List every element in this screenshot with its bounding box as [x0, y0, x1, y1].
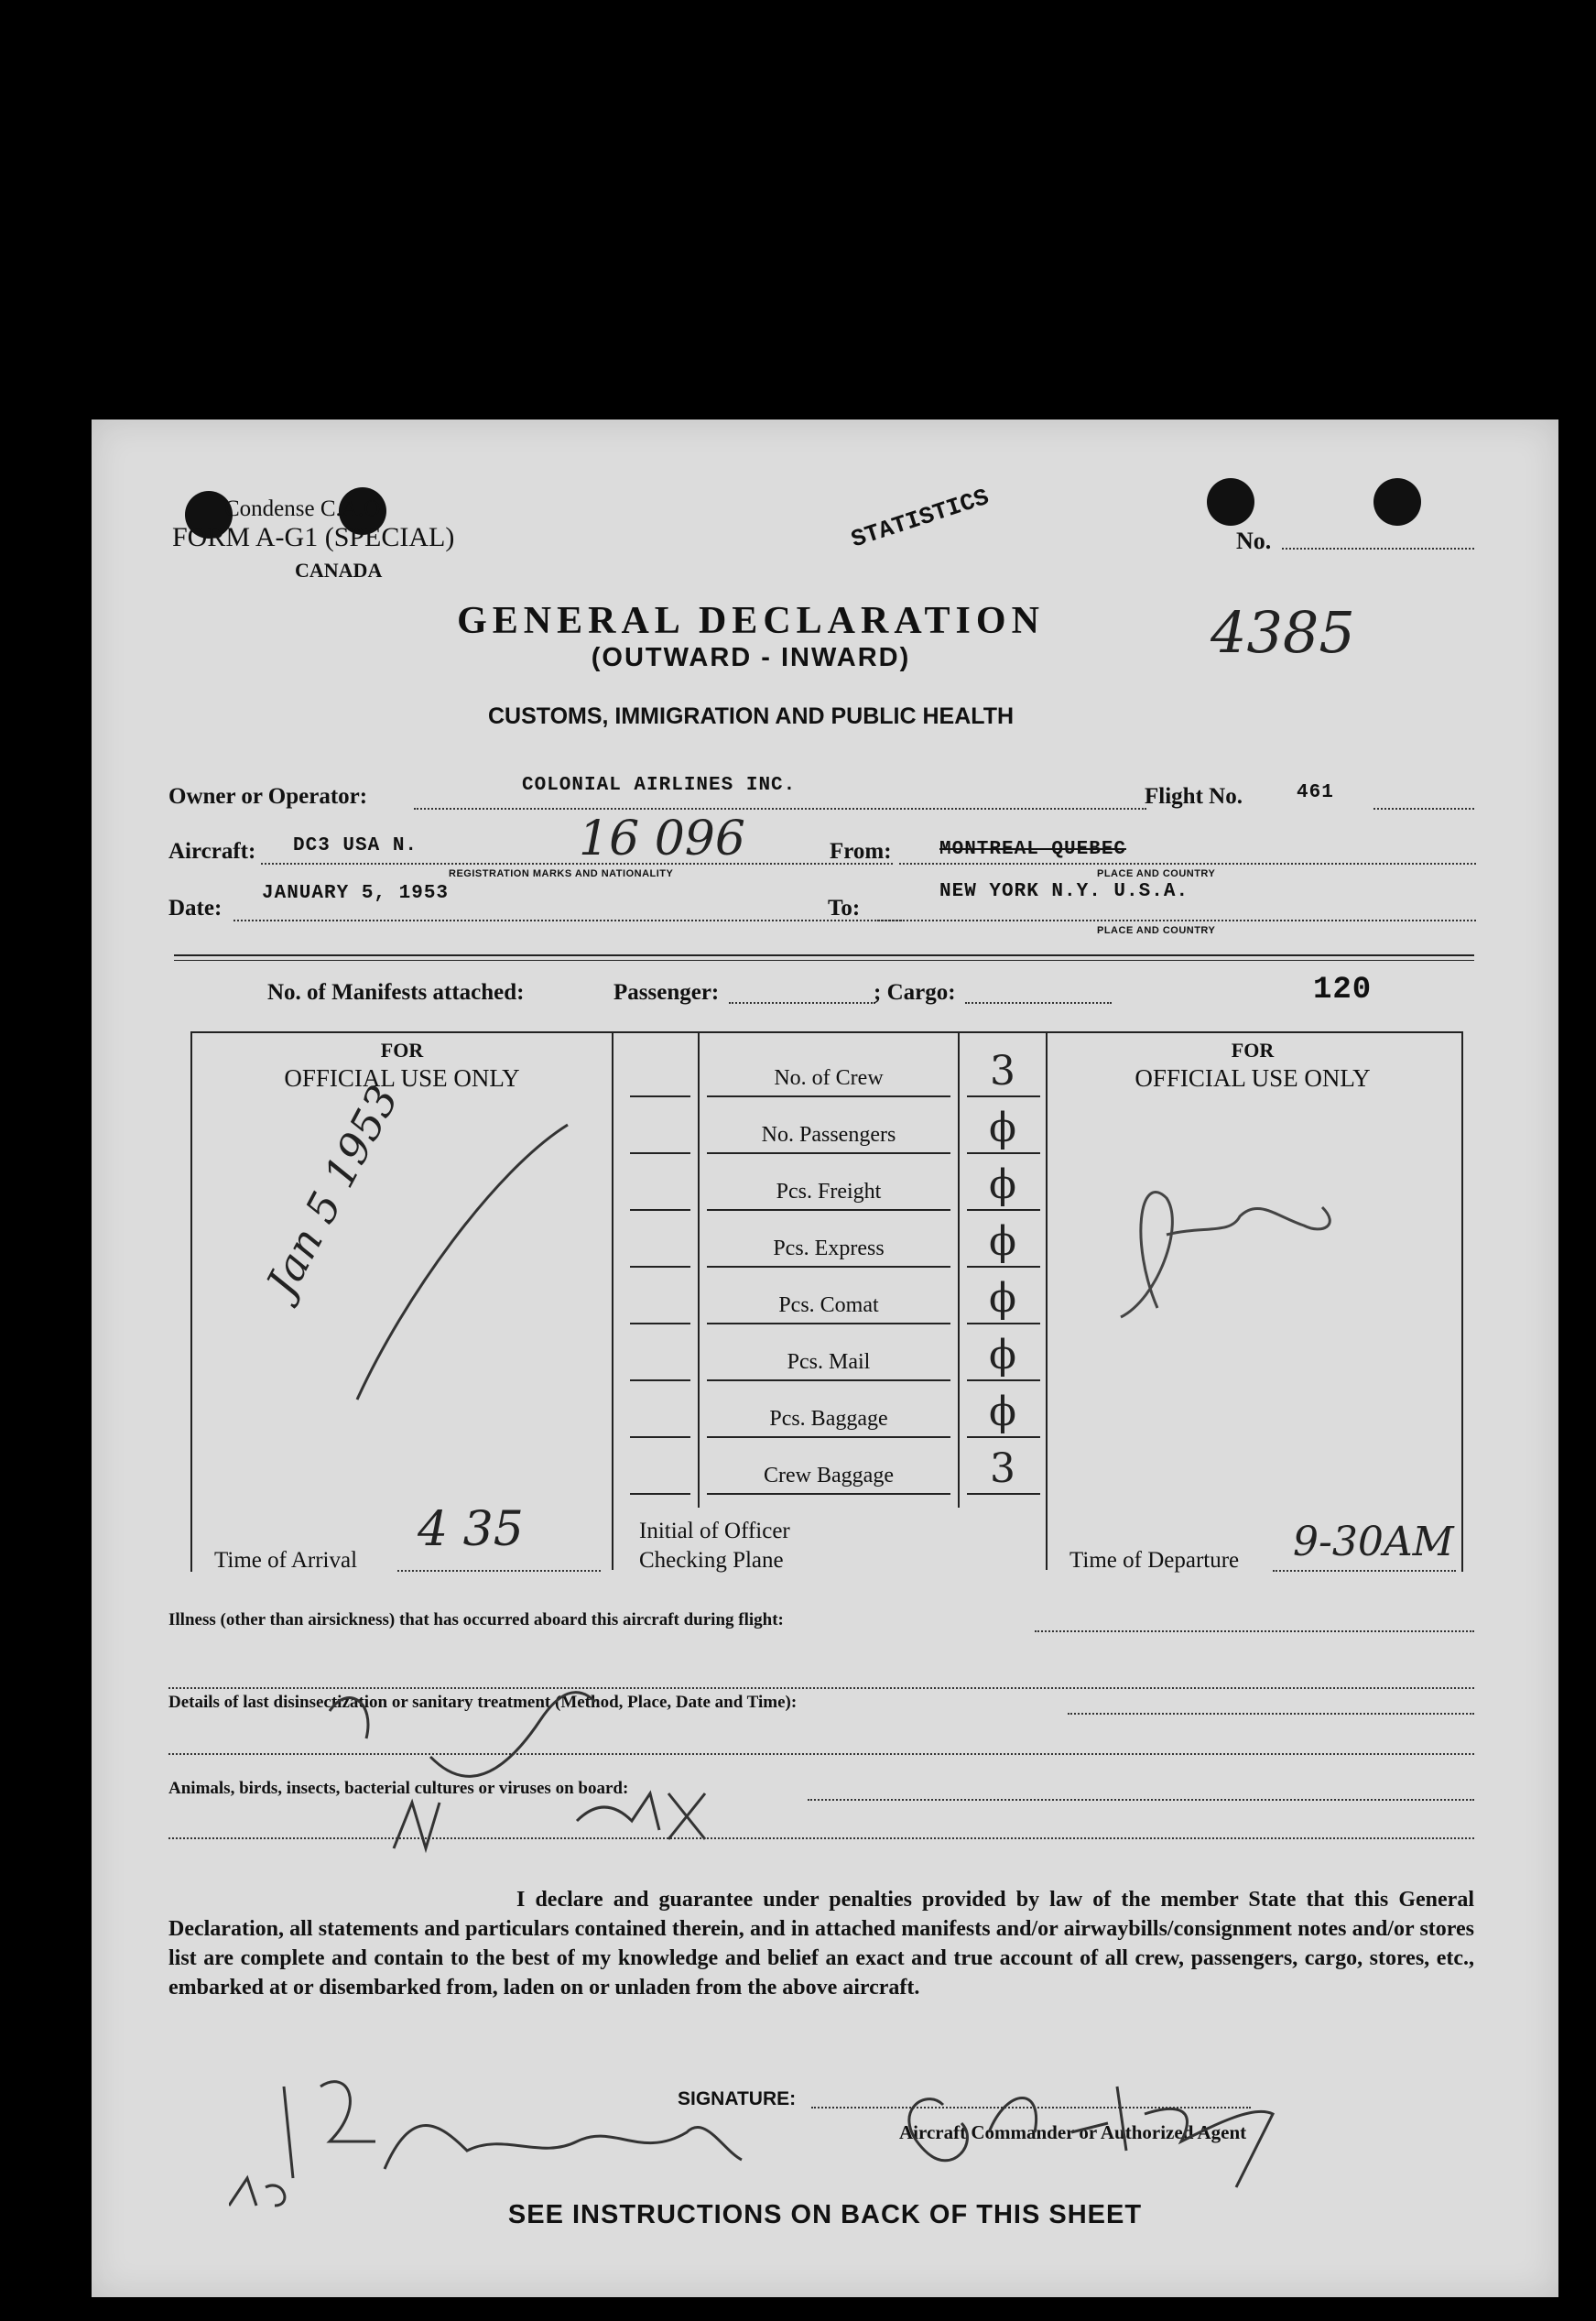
- form-country: CANADA: [295, 559, 383, 582]
- official-scribble: [1048, 1097, 1458, 1509]
- to-line: [874, 920, 1476, 921]
- rule: [174, 954, 1474, 956]
- punch-hole: [1373, 478, 1421, 526]
- cargo-line: [965, 1002, 1112, 1004]
- grid-divider: [612, 1031, 613, 1570]
- row-line: [707, 1379, 950, 1381]
- footer-instructions: SEE INSTRUCTIONS ON BACK OF THIS SHEET: [507, 2200, 1143, 2229]
- place-caption-2: PLACE AND COUNTRY: [1097, 925, 1216, 936]
- date-value: JANUARY 5, 1953: [262, 883, 450, 904]
- cargo-label: ; Cargo:: [874, 980, 956, 1005]
- grid-divider: [958, 1031, 960, 1508]
- aircraft-line: [261, 863, 893, 865]
- row-value-crew: 3: [990, 1048, 1015, 1095]
- form-line-2: FORM A-G1 (SPECIAL): [172, 522, 455, 552]
- no-dotted-line: [1282, 548, 1474, 550]
- right-official-header-1: FOR: [1231, 1039, 1275, 1062]
- time-departure-label: Time of Departure: [1069, 1548, 1240, 1573]
- from-label: From:: [830, 839, 892, 864]
- aircraft-value: DC3 USA N.: [293, 835, 418, 856]
- row-line: [630, 1209, 690, 1211]
- row-line: [630, 1152, 690, 1154]
- initial-officer-label-2: Checking Plane: [639, 1548, 784, 1573]
- row-label-crew-baggage: Crew Baggage: [764, 1464, 894, 1487]
- owner-value: COLONIAL AIRLINES INC.: [522, 775, 797, 796]
- handwritten-arrival-date: Jan 5 1953: [256, 1077, 408, 1304]
- date-line: [233, 920, 902, 921]
- signature-caption: Aircraft Commander or Authorized Agent: [899, 2121, 1247, 2143]
- row-value-crew-baggage: 3: [990, 1445, 1015, 1492]
- form-line-1: Condense C.A.O.: [224, 496, 386, 521]
- disinsect-question: Details of last disinsectization or sanitary treatment (Method, Place, Date and Time):: [168, 1693, 798, 1712]
- row-line: [630, 1095, 690, 1097]
- row-label-passengers: No. Passengers: [761, 1123, 896, 1147]
- row-line: [707, 1152, 950, 1154]
- row-label-baggage: Pcs. Baggage: [769, 1407, 888, 1431]
- right-official-header-2: OFFICIAL USE ONLY: [1135, 1064, 1371, 1092]
- form-subtitle: (OUTWARD - INWARD): [591, 643, 911, 672]
- handwritten-scribble: [192, 1097, 612, 1574]
- row-line: [967, 1209, 1040, 1211]
- row-label-crew: No. of Crew: [774, 1066, 884, 1090]
- row-line: [967, 1493, 1040, 1495]
- statistics-stamp: STATISTICS: [848, 483, 993, 554]
- nil-marks: [320, 1665, 742, 1903]
- owner-line: [414, 808, 1146, 810]
- punch-hole: [1207, 478, 1254, 526]
- row-line: [630, 1323, 690, 1324]
- aircraft-label: Aircraft:: [168, 839, 256, 864]
- row-line: [967, 1266, 1040, 1268]
- row-line: [630, 1493, 690, 1495]
- time-departure-value: 9-30AM: [1293, 1519, 1454, 1565]
- declaration-text: I declare and guarantee under penalties provided by law of the member State that this General Declaration, all statements and particulars contained therein, and in attached manifests and/or airwaybills/consignment notes and/or stores list are complete and contain to the best of my knowledge and belief an exact and true account of all crew, passengers, cargo, stores, etc., embarked at or disembarked from, laden on or unladen from the above aircraft.: [168, 1888, 1474, 2000]
- from-value: MONTREAL QUEBEC: [939, 839, 1127, 860]
- aircraft-handwritten: 16 096: [579, 812, 745, 866]
- row-line: [967, 1436, 1040, 1438]
- from-line: [899, 863, 1476, 865]
- registration-caption: REGISTRATION MARKS AND NATIONALITY: [449, 868, 674, 879]
- time-arrival-value: 4 35: [418, 1502, 524, 1557]
- animals-line: [808, 1799, 1474, 1801]
- place-caption-1: PLACE AND COUNTRY: [1097, 868, 1216, 879]
- to-label: To:: [828, 896, 861, 921]
- row-value-baggage: ϕ: [989, 1389, 1016, 1435]
- left-official-header-2: OFFICIAL USE ONLY: [284, 1064, 520, 1092]
- row-label-mail: Pcs. Mail: [787, 1350, 871, 1374]
- handwritten-number: 4385: [1211, 599, 1355, 666]
- time-arrival-label: Time of Arrival: [214, 1548, 358, 1573]
- signature-label: SIGNATURE:: [678, 2088, 797, 2109]
- illness-question: Illness (other than airsickness) that has occurred aboard this aircraft during flight:: [168, 1610, 784, 1629]
- row-label-express: Pcs. Express: [773, 1237, 885, 1260]
- row-label-freight: Pcs. Freight: [776, 1180, 882, 1204]
- passenger-line: [729, 1002, 875, 1004]
- rule: [174, 960, 1474, 961]
- row-line: [967, 1379, 1040, 1381]
- row-label-comat: Pcs. Comat: [778, 1293, 879, 1317]
- time-arrival-line: [397, 1570, 601, 1572]
- row-value-comat: ϕ: [989, 1275, 1016, 1322]
- form-sheet: [92, 420, 1558, 2297]
- row-value-passengers: ϕ: [989, 1105, 1016, 1151]
- row-line: [630, 1436, 690, 1438]
- row-value-mail: ϕ: [989, 1332, 1016, 1378]
- owner-label: Owner or Operator:: [168, 784, 368, 809]
- row-line: [967, 1152, 1040, 1154]
- row-line: [630, 1379, 690, 1381]
- form-subheading: CUSTOMS, IMMIGRATION AND PUBLIC HEALTH: [487, 703, 1015, 729]
- passenger-label: Passenger:: [613, 980, 720, 1005]
- handwritten-signatures: [229, 2050, 1419, 2215]
- row-line: [707, 1209, 950, 1211]
- row-line: [707, 1436, 950, 1438]
- row-line: [630, 1266, 690, 1268]
- illness-line: [1035, 1630, 1474, 1632]
- form-title: GENERAL DECLARATION: [457, 600, 1045, 642]
- row-line: [707, 1095, 950, 1097]
- row-value-express: ϕ: [989, 1218, 1016, 1265]
- time-departure-line: [1273, 1570, 1456, 1572]
- disinsect-line: [1068, 1713, 1474, 1715]
- row-line: [967, 1323, 1040, 1324]
- initial-officer-label-1: Initial of Officer: [639, 1519, 790, 1543]
- row-line: [967, 1095, 1040, 1097]
- flight-value: 461: [1297, 782, 1334, 803]
- animals-question: Animals, birds, insects, bacterial cultures or viruses on board:: [168, 1779, 629, 1798]
- manifests-label: No. of Manifests attached:: [267, 980, 525, 1005]
- grid-divider: [698, 1031, 700, 1508]
- manifests-number: 120: [1313, 973, 1373, 1008]
- row-line: [707, 1323, 950, 1324]
- no-label: No.: [1236, 528, 1272, 554]
- row-value-freight: ϕ: [989, 1161, 1016, 1208]
- row-line: [707, 1493, 950, 1495]
- to-value: NEW YORK N.Y. U.S.A.: [939, 881, 1189, 902]
- date-label: Date:: [168, 896, 223, 921]
- flight-line: [1373, 808, 1474, 810]
- flight-label: Flight No.: [1145, 784, 1243, 809]
- left-official-header-1: FOR: [380, 1039, 424, 1062]
- row-line: [707, 1266, 950, 1268]
